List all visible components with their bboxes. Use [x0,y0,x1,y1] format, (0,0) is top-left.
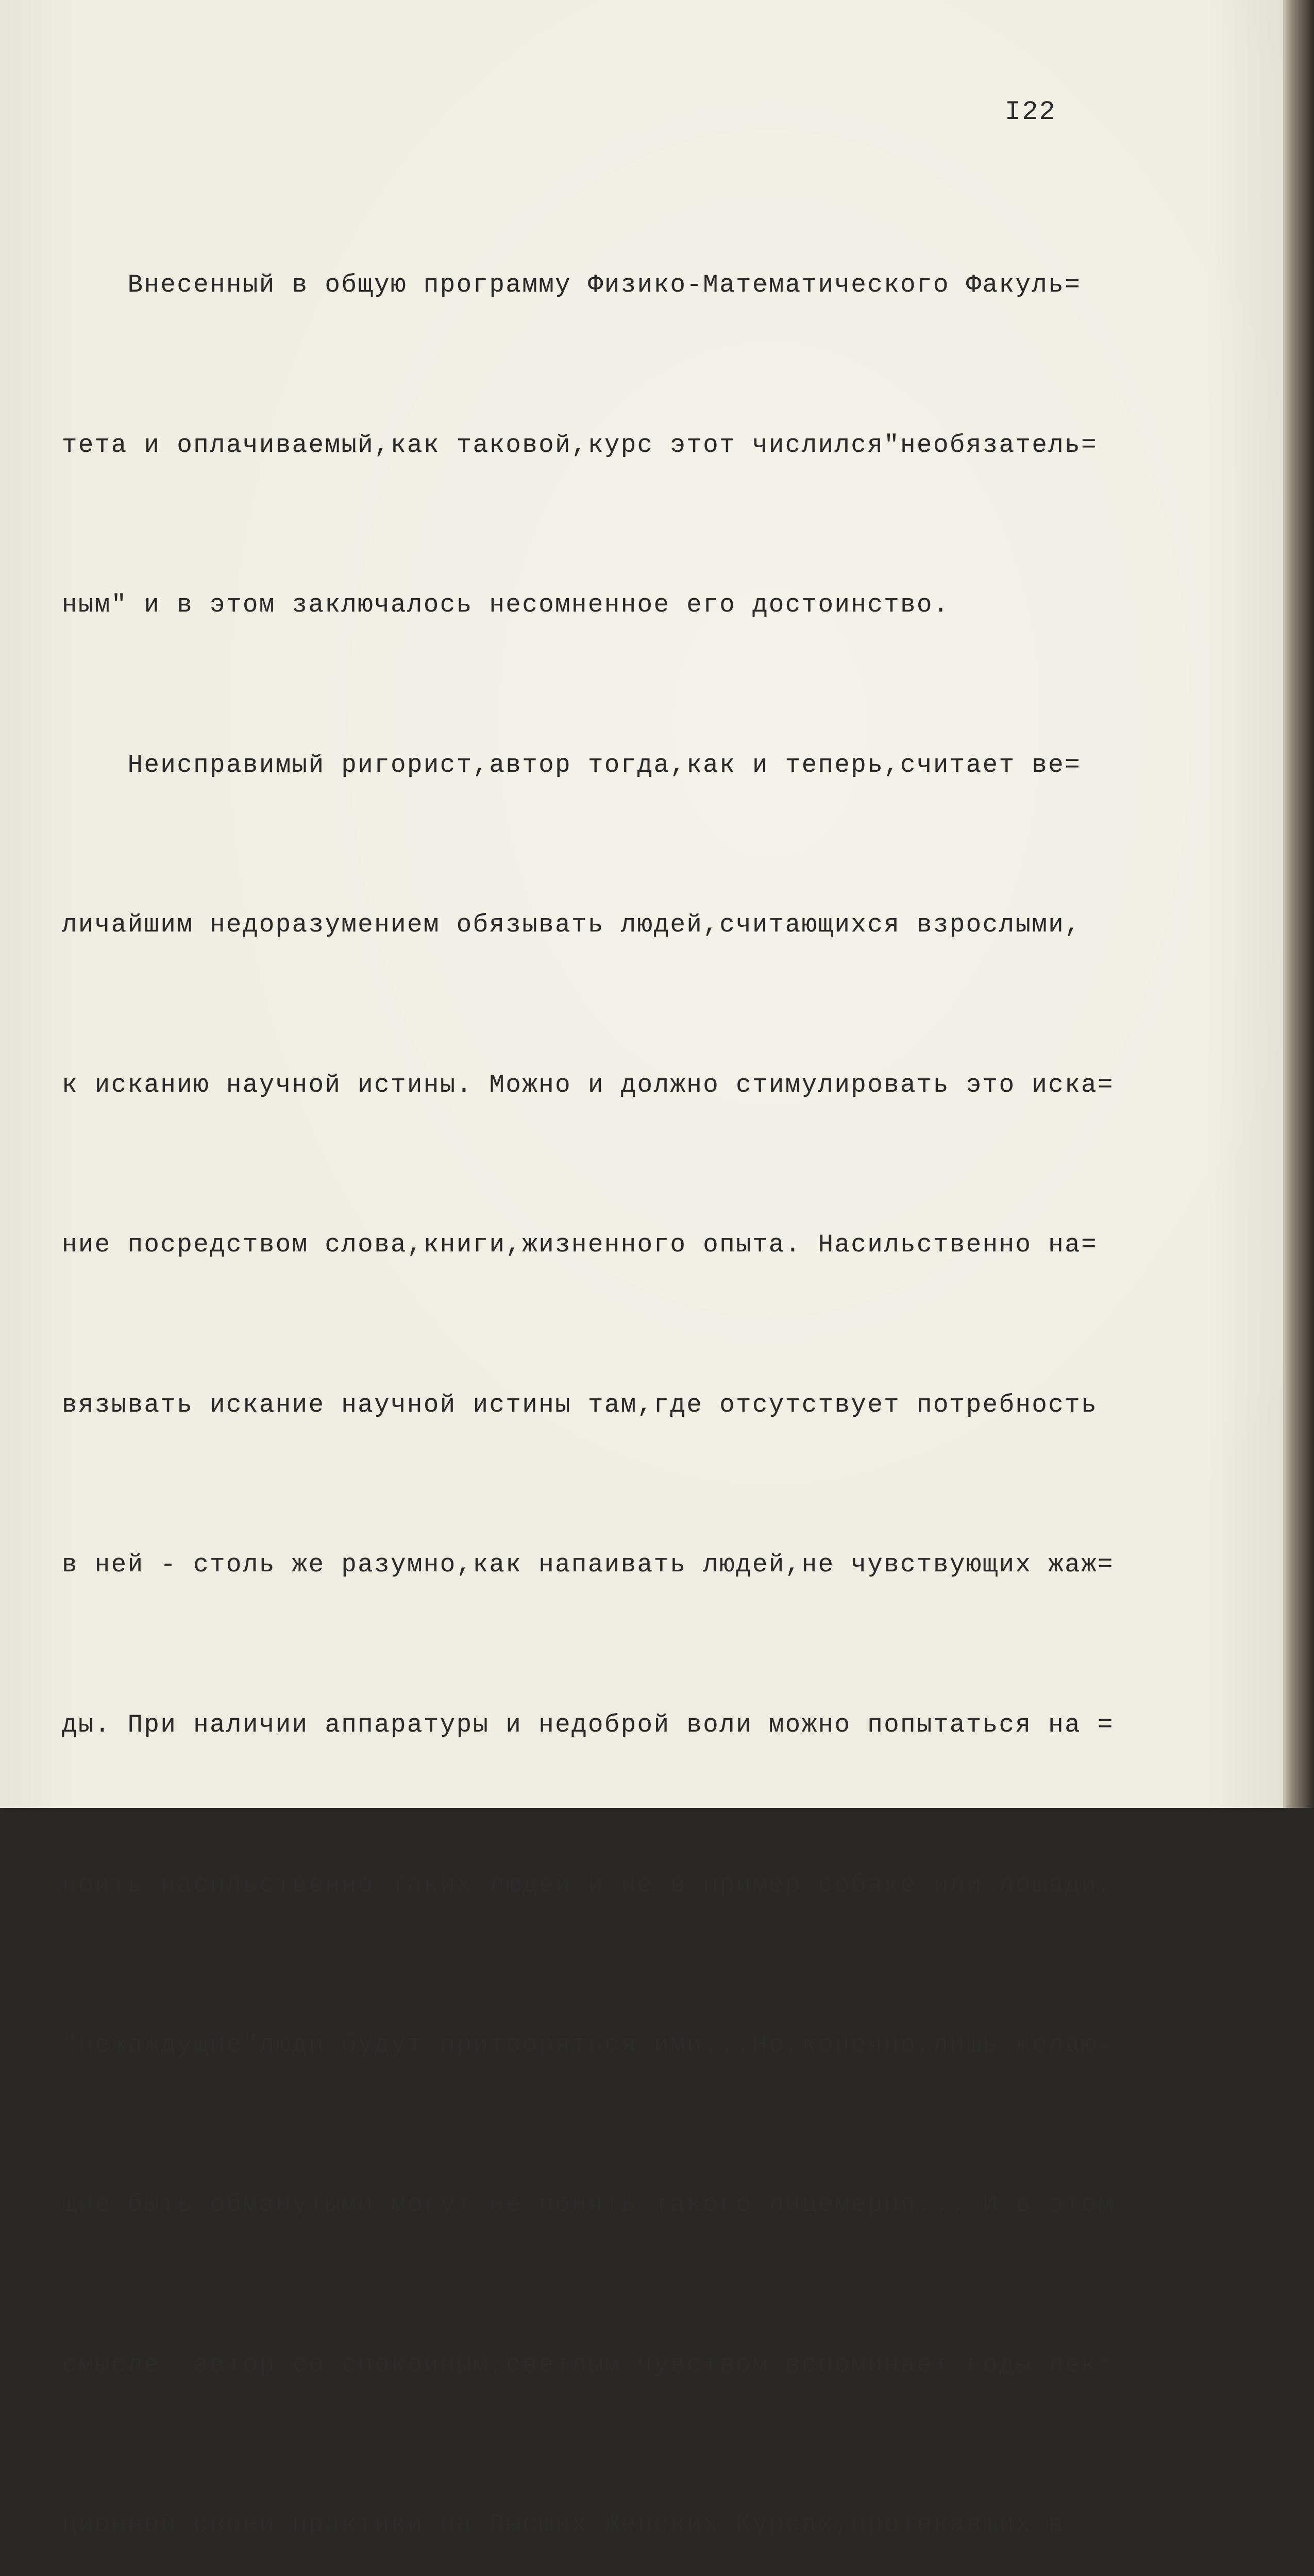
text-line: "нежаждущие"люди будут притворяться ими...Но,конечно,лишь желаю= [62,2030,1114,2059]
text-line: ным" и в этом заключалось несомненное его достоинство. [62,590,950,619]
text-line: щие быть обманутыми могут не понять такого лицемерия... И в этом [62,2190,1114,2219]
text-line: поить насильственно таких людей и не в пример собаке или лошади, [62,1870,1114,1899]
page-edge-shadow [1283,0,1314,1808]
text-line: вязывать искание научной истины там,где отсутствует потребность [62,1390,1098,1419]
page-number: I22 [1005,97,1056,127]
body-text [62,152,1237,2576]
text-line: Неисправимый ригорист,автор тогда,как и теперь,считает ве= [62,750,1082,779]
text-line: Внесенный в общую программу Физико-Математического Факуль= [62,270,1082,299]
text-line: личайшим недоразумением обязывать людей,считающихся взрослыми, [62,910,1082,939]
text-line: ние посредством слова,книги,жизненного опыта. Насильственно на= [62,1230,1098,1259]
text-line: ды. При наличии аппаратуры и недоброй воли можно попытаться на = [62,1710,1114,1739]
text-line: тета и оплачиваемый,как таковой,курс этот числился"необязатель= [62,430,1098,460]
text-line: ционной своей практики на Высших Женских Курсах,протекавших в [62,2510,1065,2539]
text-line: к исканию научной истины. Можно и должно стимулировать это иска= [62,1070,1114,1099]
text-line: смысле автор со спокойным,светлым чувством вспоминает годы лек= [62,2350,1114,2379]
text-line: в ней - столь же разумно,как напаивать людей,не чувствующих жаж= [62,1550,1114,1579]
